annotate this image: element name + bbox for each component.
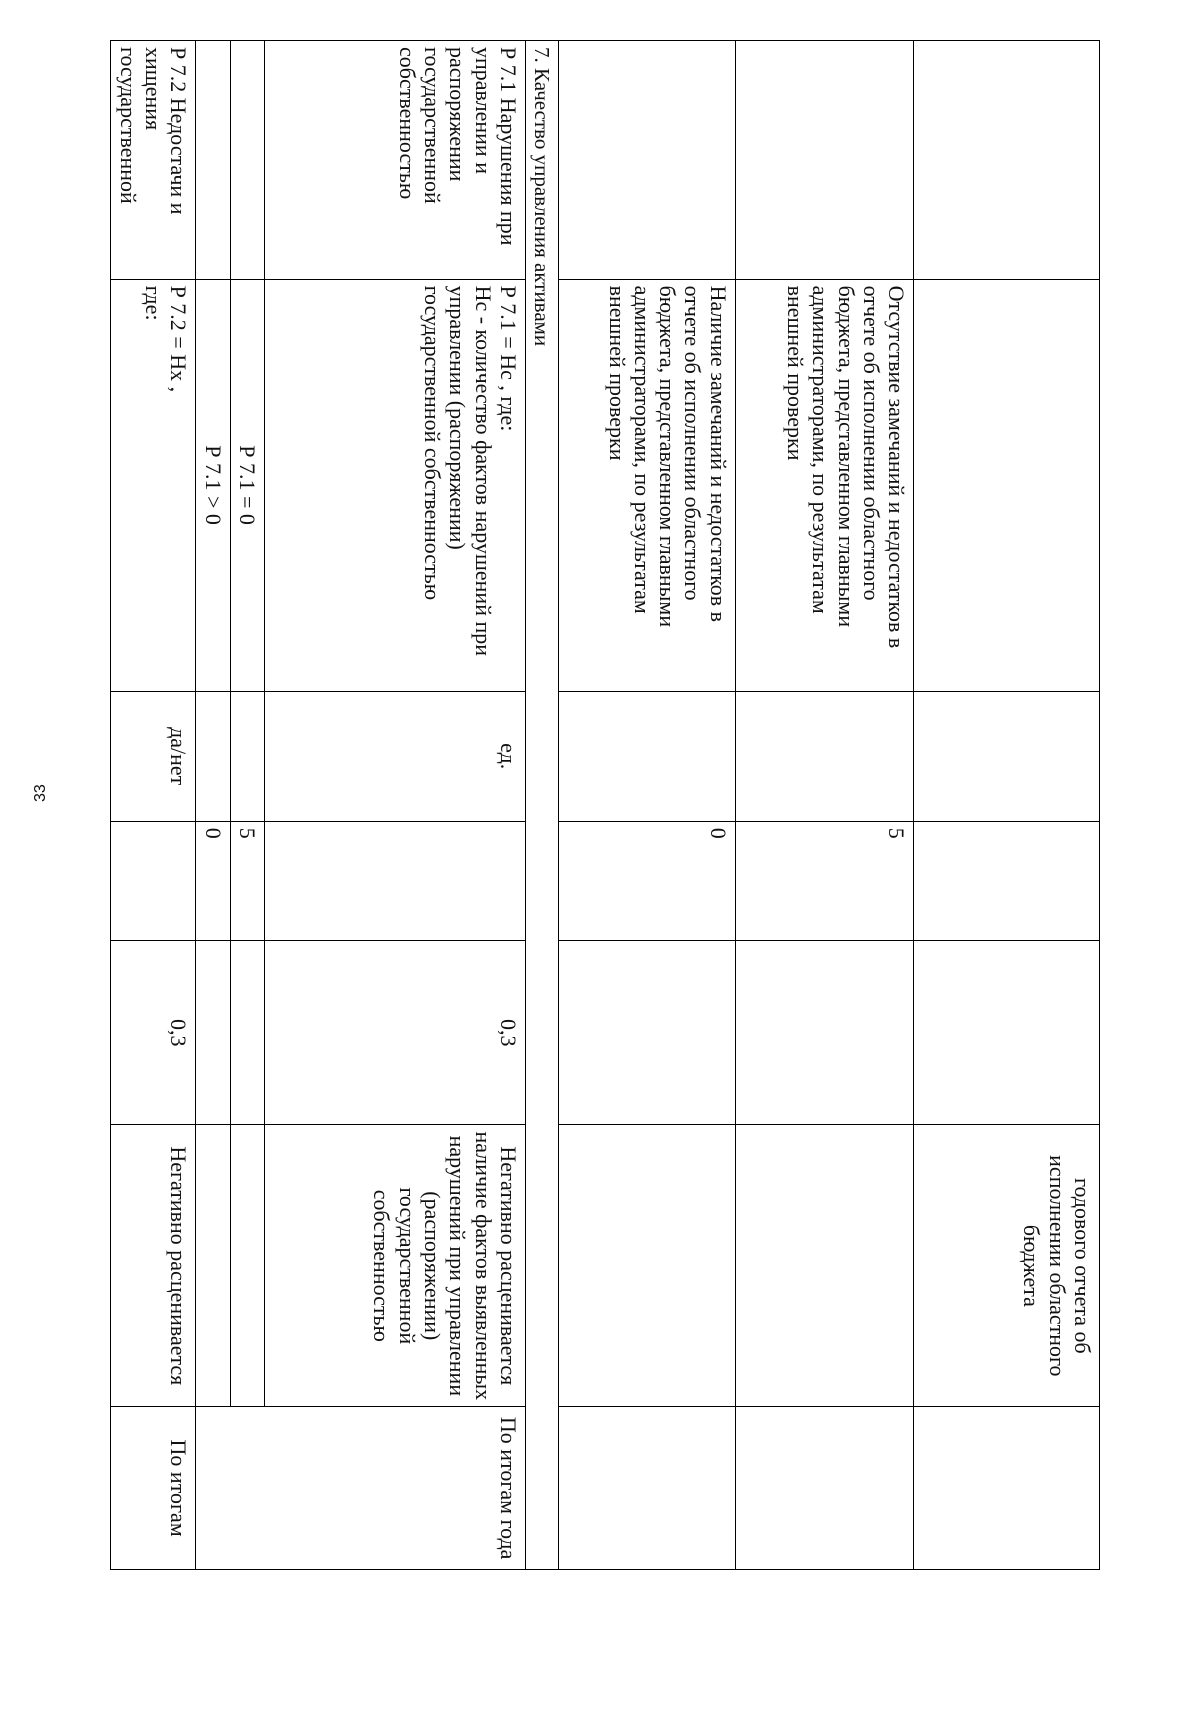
- table-cell: годового отчета об исполнении областного бюджета: [914, 1125, 1100, 1407]
- table-cell: [230, 41, 264, 280]
- weight: 0,3: [265, 941, 526, 1125]
- table-cell: [196, 941, 230, 1125]
- indicator-table-wrapper: [110, 40, 1100, 1570]
- table-cell: [735, 941, 914, 1125]
- formula-cell: [111, 279, 196, 691]
- table-row: [265, 41, 526, 1570]
- table-cell: [111, 821, 196, 940]
- table-row: [196, 41, 230, 1570]
- score-value: 5: [230, 821, 264, 940]
- table-cell: [914, 821, 1100, 940]
- formula: Р 7.1 = Нс , где:: [495, 285, 521, 432]
- condition: Р 7.1 = 0: [230, 279, 264, 691]
- table-cell: [559, 41, 736, 280]
- table-cell: [914, 941, 1100, 1125]
- table-cell: [265, 821, 526, 940]
- table-cell: [196, 41, 230, 280]
- table-row: [735, 41, 914, 1570]
- section-title: 7. Качество управления активами: [525, 41, 558, 1570]
- score-value: 0: [196, 821, 230, 940]
- table-cell: [735, 41, 914, 280]
- table-cell: [914, 691, 1100, 821]
- weight: 0,3: [111, 941, 196, 1125]
- table-cell: [735, 691, 914, 821]
- indicator-table: [110, 40, 1100, 1570]
- assessment: Негативно расценивается: [111, 1125, 196, 1407]
- table-cell: [735, 1407, 914, 1570]
- indicator-name: Р 7.1 Нарушения при управлении и распоряжении государственной собственностью: [265, 41, 526, 280]
- table-row: [914, 41, 1100, 1570]
- table-cell: [559, 691, 736, 821]
- period: По итогам года: [196, 1407, 526, 1570]
- table-cell: [230, 1125, 264, 1407]
- condition: Р 7.1 > 0: [196, 279, 230, 691]
- table-cell: [559, 1125, 736, 1407]
- table-cell: [230, 691, 264, 821]
- period: По итогам: [111, 1407, 196, 1570]
- assessment: Негативно расценивается наличие фактов выявленных нарушений при управлении (распоряжении) государственной собственностью: [265, 1125, 526, 1407]
- table-cell: [196, 1125, 230, 1407]
- page-number: 33: [32, 784, 49, 802]
- table-cell: [196, 691, 230, 821]
- formula-description: Нс - количество фактов нарушений при управлении (распоряжении) государственной собственностью: [420, 285, 496, 657]
- table-row: [559, 41, 736, 1570]
- table-cell: [735, 1125, 914, 1407]
- table-cell: [230, 941, 264, 1125]
- table-row: [111, 41, 196, 1570]
- table-cell: [914, 279, 1100, 691]
- table-cell: [559, 941, 736, 1125]
- unit: да/нет: [111, 691, 196, 821]
- unit: ед.: [265, 691, 526, 821]
- score-value: 5: [735, 821, 914, 940]
- criterion-text: Отсутствие замечаний и недостатков в отчете об исполнении областного бюджета, представленном главными администраторами, по результатам внешней проверки: [735, 279, 914, 691]
- formula: Р 7.2 = Нх ,: [166, 285, 192, 393]
- table-row: [230, 41, 264, 1570]
- formula-cell: [265, 279, 526, 691]
- indicator-name: Р 7.2 Недостачи и хищения государственной: [111, 41, 196, 280]
- criterion-text: Наличие замечаний и недостатков в отчете об исполнении областного бюджета, представленном главными администраторами, по результатам внешней проверки: [559, 279, 736, 691]
- section-heading-row: [525, 41, 558, 1570]
- table-cell: [914, 41, 1100, 280]
- formula-continuation: где:: [140, 285, 166, 321]
- table-cell: [559, 1407, 736, 1570]
- table-cell: [914, 1407, 1100, 1570]
- score-value: 0: [559, 821, 736, 940]
